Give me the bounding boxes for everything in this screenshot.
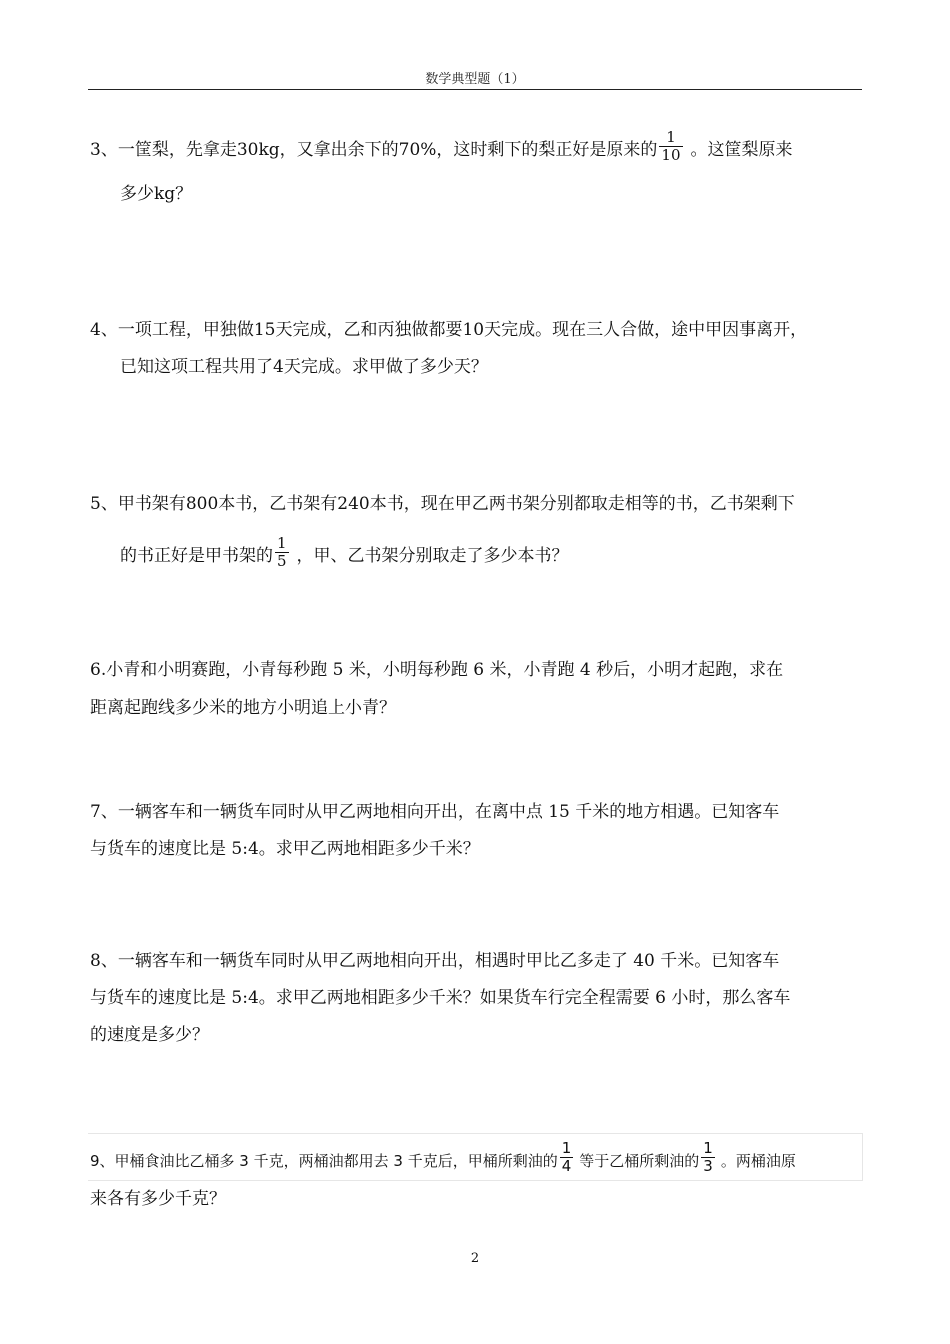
question-4-line-2: 已知这项工程共用了4天完成。求甲做了多少天？ (120, 357, 488, 377)
question-6-line-2: 距离起跑线多少米的地方小明追上小青？ (90, 698, 396, 718)
question-9-line-2: 来各有多少千克？ (90, 1189, 226, 1209)
fraction-numerator: 1 (561, 1139, 572, 1157)
question-5-text-b: ，甲、乙书架分别取走了多少本书？ (296, 546, 569, 566)
question-5-line-2 (120, 534, 569, 574)
fraction-numerator: 1 (277, 534, 287, 552)
question-4-line-1: 4、一项工程，甲独做15天完成，乙和丙独做都要10天完成。现在三人合做，途中甲因事离开， (90, 320, 808, 340)
fraction-denominator: 5 (277, 552, 287, 570)
question-9-text-a: 9、甲桶食油比乙桶多 3 千克，两桶油都用去 3 千克后，甲桶所剩油的 (90, 1152, 558, 1170)
question-3-line-2: 多少kg？ (120, 184, 193, 204)
question-9-fraction-2 (701, 1140, 715, 1175)
question-6-line-1: 6.小青和小明赛跑，小青每秒跑 5 米，小明每秒跑 6 米，小青跑 4 秒后，小明才起跑，求在 (90, 660, 784, 680)
question-7-line-1: 7、一辆客车和一辆货车同时从甲乙两地相向开出，在离中点 15 千米的地方相遇。已知客车 (90, 802, 780, 822)
question-3-text-b: 。这筐梨原来 (690, 140, 793, 160)
question-5-line-1: 5、甲书架有800本书，乙书架有240本书，现在甲乙两书架分别都取走相等的书，乙书架剩下 (90, 494, 795, 514)
fraction-numerator: 1 (703, 1139, 713, 1157)
question-8-line-1: 8、一辆客车和一辆货车同时从甲乙两地相向开出，相遇时甲比乙多走了 40 千米。已知客车 (90, 951, 780, 971)
question-5-fraction (275, 535, 289, 570)
question-9-fraction-1 (560, 1140, 574, 1175)
question-3-text-a: 3、一筐梨，先拿走30kg，又拿出余下的70%，这时剩下的梨正好是原来的 (90, 140, 658, 160)
question-9-text-b: 等于乙桶所剩油的 (579, 1152, 700, 1170)
question-9-line-1 (90, 1139, 796, 1179)
header-rule (88, 89, 862, 90)
fraction-denominator: 10 (661, 146, 681, 164)
question-9-text-c: 。两桶油原 (720, 1152, 796, 1170)
fraction-denominator: 3 (703, 1157, 713, 1175)
question-8-line-3: 的速度是多少？ (90, 1025, 209, 1045)
fraction-numerator: 1 (666, 128, 676, 146)
page-header-title: 数学典型题（1） (425, 72, 525, 87)
page-number: 2 (470, 1251, 480, 1266)
question-8-line-2: 与货车的速度比是 5:4。求甲乙两地相距多少千米？如果货车行完全程需要 6 小时，那么客车 (90, 988, 791, 1008)
fraction-denominator: 4 (561, 1157, 572, 1175)
question-3-line-1 (90, 128, 793, 168)
question-7-line-2: 与货车的速度比是 5:4。求甲乙两地相距多少千米？ (90, 839, 480, 859)
question-3-fraction (659, 129, 682, 164)
question-5-text-a: 的书正好是甲书架的 (120, 546, 273, 566)
